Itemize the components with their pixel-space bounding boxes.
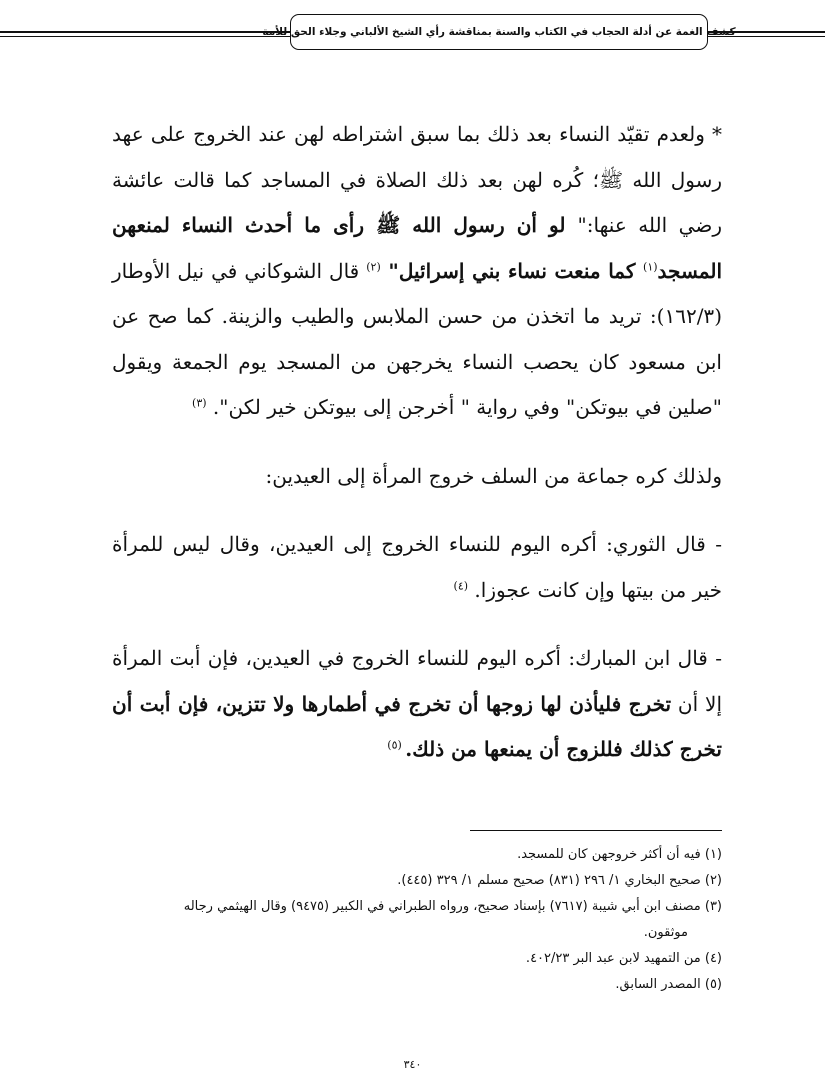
paragraph-4-bold: تخرج فليأذن لها زوجها أن تخرج في أطمارها ولا تتزين، فإن أبت أن تخرج كذلك فللزوج أن يمنعها من ذلك. [112, 691, 722, 761]
footnote-ref-5: (٥) [387, 738, 406, 752]
running-header [262, 14, 736, 50]
paragraph-2 [112, 454, 722, 500]
footnote-separator [470, 830, 722, 831]
hadith-quote: لو أن رسول الله ﷺ رأى ما أحدث النساء لمنعهن المسجد [112, 213, 722, 283]
paragraph-4 [112, 636, 722, 773]
footnote-5: (٥) المصدر السابق. [615, 977, 722, 992]
running-header-title: كشف الغمة عن أدلة الحجاب في الكتاب والسنة بمناقشة رأي الشيخ الألباني وجلاء الحق للأمة [262, 26, 736, 38]
footnote-3: (٣) مصنف ابن أبي شيبة (٧٦١٧) بإسناد صحيح، ورواه الطبراني في الكبير (٩٤٧٥) وقال الهيثمي رجاله [183, 899, 722, 914]
footnote-ref-2: (٢) [366, 259, 381, 273]
footnote-4: (٤) من التمهيد لابن عبد البر ٤٠٢/٢٣. [525, 951, 722, 966]
footnote-3-continuation: موثقون. [643, 925, 688, 940]
footnote-2: (٢) صحيح البخاري ١/ ٢٩٦ (٨٣١) صحيح مسلم ١/ ٣٢٩ (٤٤٥). [397, 873, 722, 888]
footnote-ref-1: (١) [643, 259, 658, 273]
footnote-ref-4: (٤) [453, 578, 469, 592]
main-text [112, 112, 722, 773]
hadith-quote-end: كما منعت نساء بني إسرائيل" [380, 258, 644, 283]
paragraph-1-intro: * ولعدم تقيّد النساء بعد ذلك بما سبق اشتراطه لهن عند الخروج على عهد رسول الله ﷺ؛ كُره لهن بعد ذلك الصلاة في المساجد كما قالت عائشة رضي الله عنها:" [112, 122, 722, 237]
footnotes [108, 842, 722, 998]
paragraph-3-text: - قال الثوري: أكره اليوم للنساء الخروج إلى العيدين، وقال ليس للمرأة خير من بيتها وإن كانت عجوزا. [112, 532, 722, 602]
paragraph-2-text: ولذلك كره جماعة من السلف خروج المرأة إلى العيدين: [265, 463, 722, 488]
paragraph-4-text: - قال ابن المبارك: أكره اليوم للنساء الخروج في العيدين، فإن أبت المرأة إلا أن [112, 646, 723, 716]
paragraph-1 [112, 112, 722, 431]
paragraph-1-commentary: قال الشوكاني في نيل الأوطار (١٦٢/٣): تريد ما اتخذن من حسن الملابس والطيب والزينة. كما صح عن ابن مسعود كان يحصب النساء يخرجهن من المسجد يوم الجمعة ويقول "صلين في بيوتكن" وفي رواية " أخرجن إلى بيوتكن خير لكن". [112, 258, 722, 419]
footnote-ref-3: (٣) [192, 396, 207, 410]
page-number: ٣٤٠ [403, 1058, 422, 1071]
footnote-1: (١) فيه أن أكثر خروجهن كان للمسجد. [517, 847, 722, 862]
paragraph-3 [112, 522, 722, 613]
